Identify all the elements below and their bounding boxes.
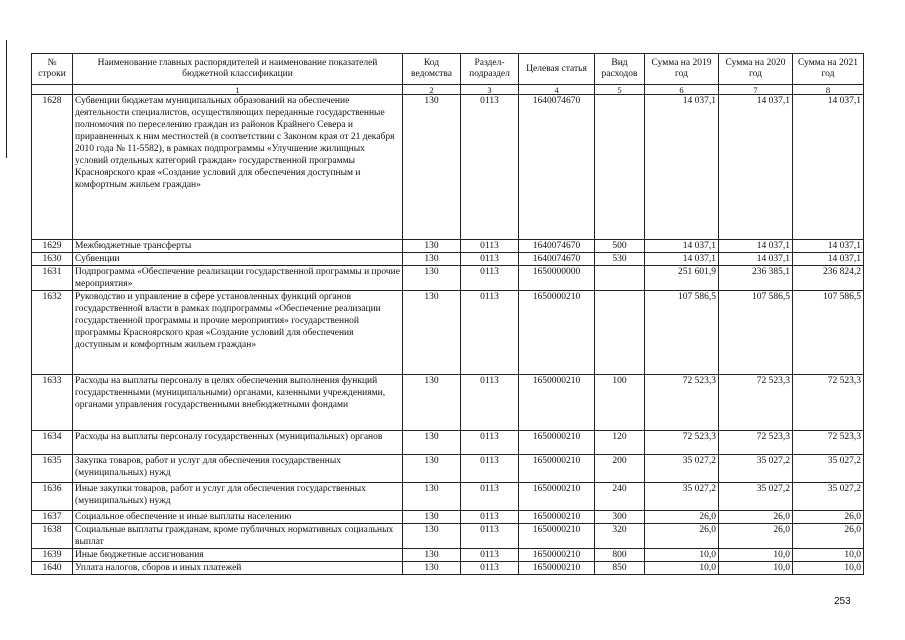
cell-sum-2020: 72 523,3	[719, 431, 793, 455]
cell-section: 0113	[461, 562, 519, 575]
cell-sum-2019: 10,0	[645, 549, 719, 562]
cell-expense-type	[595, 291, 645, 375]
cell-row-number: 1635	[32, 455, 73, 483]
cell-section: 0113	[461, 253, 519, 266]
cell-sum-2020: 10,0	[719, 562, 793, 575]
cell-expense-type: 200	[595, 455, 645, 483]
cell-sum-2021: 10,0	[793, 562, 864, 575]
cell-expense-type	[595, 266, 645, 291]
header-name: Наименование главных распорядителей и наименование показателей бюджетной классификации	[73, 54, 403, 85]
cell-section: 0113	[461, 549, 519, 562]
cell-section: 0113	[461, 375, 519, 431]
column-number-row	[32, 85, 864, 95]
cell-name: Иные бюджетные ассигнования	[73, 549, 403, 562]
cell-department-code: 130	[403, 266, 461, 291]
cell-name: Руководство и управление в сфере установленных функций органов государственной власти в рамках подпрограммы «Обеспечение реализации государственной программы и прочие мероприятия» государственной программы Красноярского края «Создание условий для обеспечения доступным и комфортным жильем граждан»	[73, 291, 403, 375]
cell-row-number: 1633	[32, 375, 73, 431]
cell-expense-type: 530	[595, 253, 645, 266]
table-row	[32, 455, 864, 483]
cell-expense-type: 320	[595, 524, 645, 549]
cell-expense-type: 800	[595, 549, 645, 562]
cell-sum-2020: 107 586,5	[719, 291, 793, 375]
cell-target-item: 1640074670	[519, 240, 595, 253]
cell-sum-2021: 236 824,2	[793, 266, 864, 291]
cell-sum-2021: 72 523,3	[793, 431, 864, 455]
header-section: Раздел-подраздел	[461, 54, 519, 85]
cell-sum-2020: 72 523,3	[719, 375, 793, 431]
cell-sum-2021: 14 037,1	[793, 95, 864, 240]
budget-table	[31, 53, 864, 575]
table-row	[32, 253, 864, 266]
cell-row-number: 1628	[32, 95, 73, 240]
cell-department-code: 130	[403, 253, 461, 266]
header-department-code: Код ведомства	[403, 54, 461, 85]
cell-sum-2019: 14 037,1	[645, 240, 719, 253]
cell-expense-type: 120	[595, 431, 645, 455]
cell-sum-2019: 72 523,3	[645, 375, 719, 431]
cell-target-item: 1650000210	[519, 524, 595, 549]
cell-sum-2020: 10,0	[719, 549, 793, 562]
column-number: 7	[719, 85, 793, 95]
cell-sum-2019: 10,0	[645, 562, 719, 575]
cell-row-number: 1638	[32, 524, 73, 549]
table-row	[32, 483, 864, 511]
cell-sum-2019: 107 586,5	[645, 291, 719, 375]
cell-sum-2019: 72 523,3	[645, 431, 719, 455]
cell-department-code: 130	[403, 291, 461, 375]
cell-row-number: 1636	[32, 483, 73, 511]
header-sum-2019: Сумма на 2019 год	[645, 54, 719, 85]
cell-name: Субвенции бюджетам муниципальных образований на обеспечение деятельности специалистов, осуществляющих переданные государственные полномочия по переселению граждан из районов Крайнего Севера и приравненных к ним местностей (в соответствии с Законом края от 21 декабря 2010 года № 11-5582), в рамках подпрограммы «Улучшение жилищных условий отдельных категорий граждан» государственной программы Красноярского края «Создание условий для обеспечения доступным и комфортным жильем граждан»	[73, 95, 403, 240]
cell-sum-2020: 236 385,1	[719, 266, 793, 291]
cell-section: 0113	[461, 511, 519, 524]
cell-sum-2019: 14 037,1	[645, 253, 719, 266]
cell-name: Уплата налогов, сборов и иных платежей	[73, 562, 403, 575]
cell-target-item: 1640074670	[519, 95, 595, 240]
table-row	[32, 524, 864, 549]
table-row	[32, 431, 864, 455]
page-number: 253	[834, 596, 851, 607]
cell-target-item: 1650000210	[519, 375, 595, 431]
table-row	[32, 240, 864, 253]
column-number	[32, 85, 73, 95]
cell-section: 0113	[461, 431, 519, 455]
cell-name: Социальные выплаты гражданам, кроме публичных нормативных социальных выплат	[73, 524, 403, 549]
cell-name: Закупка товаров, работ и услуг для обеспечения государственных (муниципальных) нужд	[73, 455, 403, 483]
cell-sum-2019: 26,0	[645, 524, 719, 549]
cell-name: Субвенции	[73, 253, 403, 266]
column-number: 1	[73, 85, 403, 95]
cell-department-code: 130	[403, 240, 461, 253]
cell-row-number: 1640	[32, 562, 73, 575]
cell-expense-type: 500	[595, 240, 645, 253]
table-row	[32, 266, 864, 291]
cell-sum-2020: 26,0	[719, 524, 793, 549]
cell-department-code: 130	[403, 455, 461, 483]
cell-section: 0113	[461, 524, 519, 549]
cell-department-code: 130	[403, 511, 461, 524]
cell-name: Расходы на выплаты персоналу в целях обеспечения выполнения функций государственными (муниципальными) органами, казенными учреждениями, органами управления государственными внебюджетными фондами	[73, 375, 403, 431]
header-sum-2020: Сумма на 2020 год	[719, 54, 793, 85]
cell-row-number: 1637	[32, 511, 73, 524]
cell-department-code: 130	[403, 483, 461, 511]
table-row	[32, 375, 864, 431]
cell-name: Иные закупки товаров, работ и услуг для обеспечения государственных (муниципальных) нужд	[73, 483, 403, 511]
table-row	[32, 95, 864, 240]
cell-name: Подпрограмма «Обеспечение реализации государственной программы и прочие мероприятия»	[73, 266, 403, 291]
cell-row-number: 1632	[32, 291, 73, 375]
column-number: 8	[793, 85, 864, 95]
cell-sum-2021: 10,0	[793, 549, 864, 562]
cell-sum-2019: 251 601,9	[645, 266, 719, 291]
column-number: 6	[645, 85, 719, 95]
cell-sum-2021: 35 027,2	[793, 483, 864, 511]
cell-sum-2021: 26,0	[793, 511, 864, 524]
cell-row-number: 1631	[32, 266, 73, 291]
cell-department-code: 130	[403, 431, 461, 455]
cell-sum-2020: 35 027,2	[719, 483, 793, 511]
cell-expense-type: 300	[595, 511, 645, 524]
table-header-row	[32, 54, 864, 85]
cell-section: 0113	[461, 291, 519, 375]
cell-sum-2020: 14 037,1	[719, 240, 793, 253]
cell-expense-type: 240	[595, 483, 645, 511]
cell-sum-2020: 14 037,1	[719, 95, 793, 240]
header-sum-2021: Сумма на 2021 год	[793, 54, 864, 85]
cell-target-item: 1650000210	[519, 511, 595, 524]
column-number: 5	[595, 85, 645, 95]
header-expense-type: Вид расходов	[595, 54, 645, 85]
cell-row-number: 1639	[32, 549, 73, 562]
cell-sum-2020: 26,0	[719, 511, 793, 524]
cell-expense-type: 100	[595, 375, 645, 431]
cell-row-number: 1630	[32, 253, 73, 266]
cell-department-code: 130	[403, 549, 461, 562]
cell-sum-2020: 14 037,1	[719, 253, 793, 266]
cell-department-code: 130	[403, 562, 461, 575]
cell-sum-2019: 14 037,1	[645, 95, 719, 240]
cell-sum-2021: 26,0	[793, 524, 864, 549]
cell-sum-2021: 14 037,1	[793, 253, 864, 266]
header-row-number: № строки	[32, 54, 73, 85]
cell-target-item: 1650000210	[519, 455, 595, 483]
cell-row-number: 1629	[32, 240, 73, 253]
cell-target-item: 1650000210	[519, 431, 595, 455]
cell-section: 0113	[461, 240, 519, 253]
left-margin-rule	[6, 40, 7, 158]
cell-department-code: 130	[403, 524, 461, 549]
cell-sum-2019: 26,0	[645, 511, 719, 524]
cell-sum-2021: 35 027,2	[793, 455, 864, 483]
table-body	[32, 95, 864, 575]
cell-row-number: 1634	[32, 431, 73, 455]
cell-target-item: 1650000210	[519, 483, 595, 511]
cell-name: Социальное обеспечение и иные выплаты населению	[73, 511, 403, 524]
cell-sum-2021: 107 586,5	[793, 291, 864, 375]
cell-section: 0113	[461, 483, 519, 511]
cell-section: 0113	[461, 455, 519, 483]
column-number: 2	[403, 85, 461, 95]
cell-target-item: 1650000210	[519, 562, 595, 575]
cell-target-item: 1650000000	[519, 266, 595, 291]
table-row	[32, 562, 864, 575]
column-number: 4	[519, 85, 595, 95]
column-number: 3	[461, 85, 519, 95]
table-row	[32, 511, 864, 524]
cell-sum-2019: 35 027,2	[645, 483, 719, 511]
table-row	[32, 291, 864, 375]
table-row	[32, 549, 864, 562]
cell-expense-type: 850	[595, 562, 645, 575]
cell-name: Расходы на выплаты персоналу государственных (муниципальных) органов	[73, 431, 403, 455]
cell-department-code: 130	[403, 95, 461, 240]
cell-section: 0113	[461, 95, 519, 240]
header-target-item: Целевая статья	[519, 54, 595, 85]
cell-sum-2019: 35 027,2	[645, 455, 719, 483]
cell-section: 0113	[461, 266, 519, 291]
cell-target-item: 1650000210	[519, 549, 595, 562]
cell-expense-type	[595, 95, 645, 240]
cell-sum-2020: 35 027,2	[719, 455, 793, 483]
cell-target-item: 1640074670	[519, 253, 595, 266]
cell-department-code: 130	[403, 375, 461, 431]
cell-target-item: 1650000210	[519, 291, 595, 375]
cell-sum-2021: 14 037,1	[793, 240, 864, 253]
cell-sum-2021: 72 523,3	[793, 375, 864, 431]
cell-name: Межбюджетные трансферты	[73, 240, 403, 253]
